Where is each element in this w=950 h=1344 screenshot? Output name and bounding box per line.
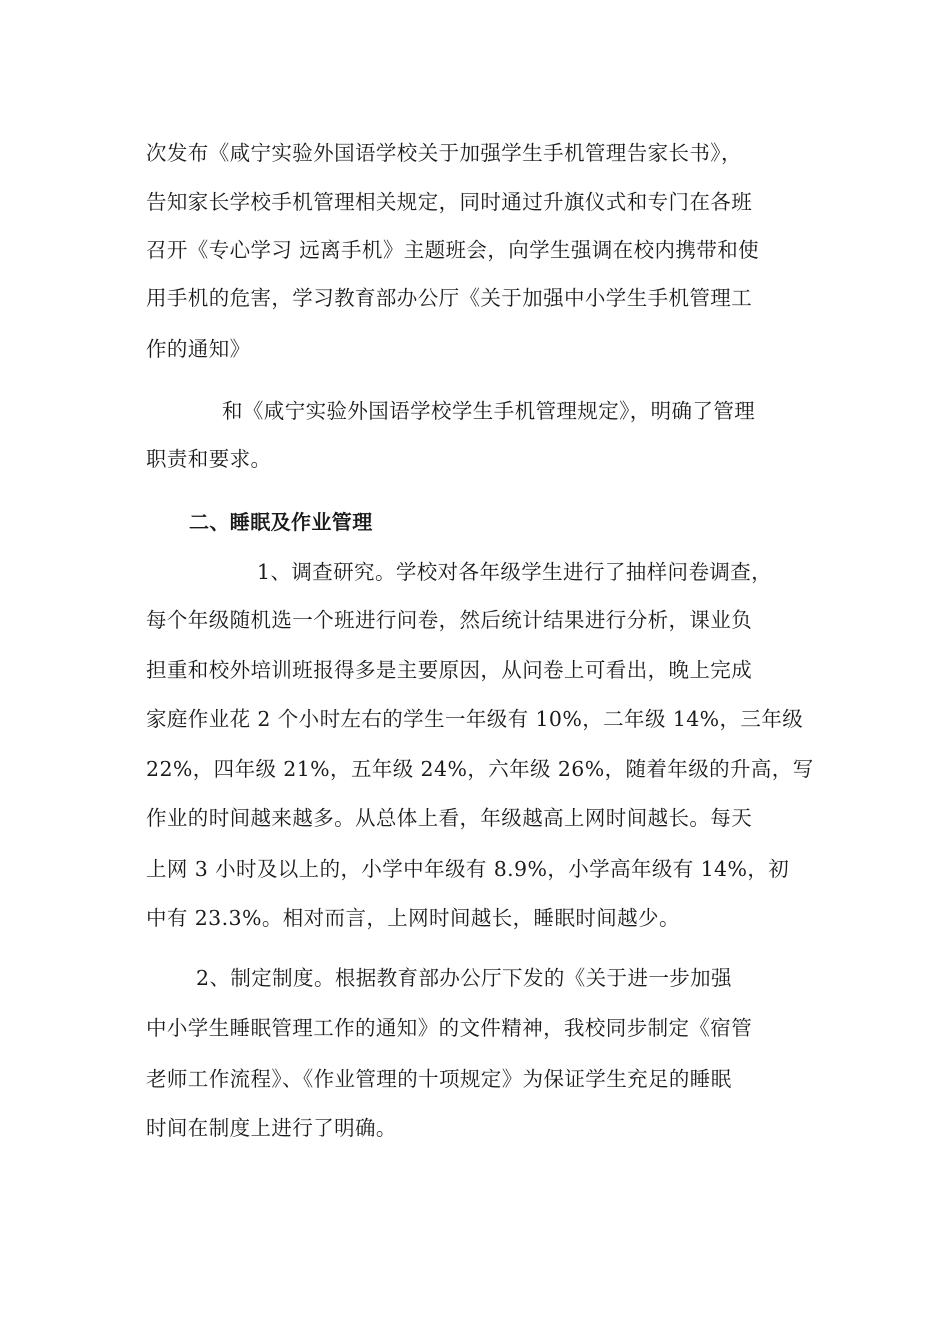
item-line: 时间在制度上进行了明确。 (146, 1116, 397, 1140)
item-line: 2、制定制度。根据教育部办公厅下发的《关于进一步加强 (196, 966, 732, 990)
paragraph-line: 职责和要求。 (146, 447, 272, 471)
item-line: 上网 3 小时及以上的，小学中年级有 8.9%，小学高年级有 14%，初 (146, 857, 790, 881)
paragraph-line: 和《咸宁实验外国语学校学生手机管理规定》，明确了管理 (222, 399, 756, 423)
paragraph-line: 召开《专心学习 远离手机》主题班会，向学生强调在校内携带和使 (146, 238, 760, 262)
item-line: 担重和校外培训班报得多是主要原因，从问卷上可看出，晚上完成 (146, 658, 753, 682)
section-heading: 二、睡眠及作业管理 (189, 510, 373, 534)
item-line: 老师工作流程》、《作业管理的十项规定》为保证学生充足的睡眠 (146, 1067, 732, 1091)
paragraph-line: 次发布《咸宁实验外国语学校关于加强学生手机管理告家长书》， (146, 141, 742, 165)
item-line: 每个年级随机选一个班进行问卷，然后统计结果进行分析，课业负 (146, 608, 753, 632)
item-line: 家庭作业花 2 个小时左右的学生一年级有 10%，二年级 14%，三年级 (146, 707, 804, 731)
item-line: 中有 23.3%。相对而言，上网时间越长，睡眠时间越少。 (146, 906, 680, 930)
item-line: 中小学生睡眠管理工作的通知》的文件精神，我校同步制定《宿管 (146, 1016, 753, 1040)
paragraph-line: 告知家长学校手机管理相关规定，同时通过升旗仪式和专门在各班 (146, 190, 753, 214)
item-line: 22%，四年级 21%，五年级 24%，六年级 26%，随着年级的升高，写 (146, 757, 814, 781)
paragraph-line: 作的通知》 (146, 337, 251, 361)
item-line: 1、调查研究。学校对各年级学生进行了抽样问卷调查， (257, 560, 773, 584)
paragraph-line: 用手机的危害，学习教育部办公厅《关于加强中小学生手机管理工 (146, 286, 753, 310)
item-line: 作业的时间越来越多。从总体上看，年级越高上网时间越长。每天 (146, 806, 753, 830)
